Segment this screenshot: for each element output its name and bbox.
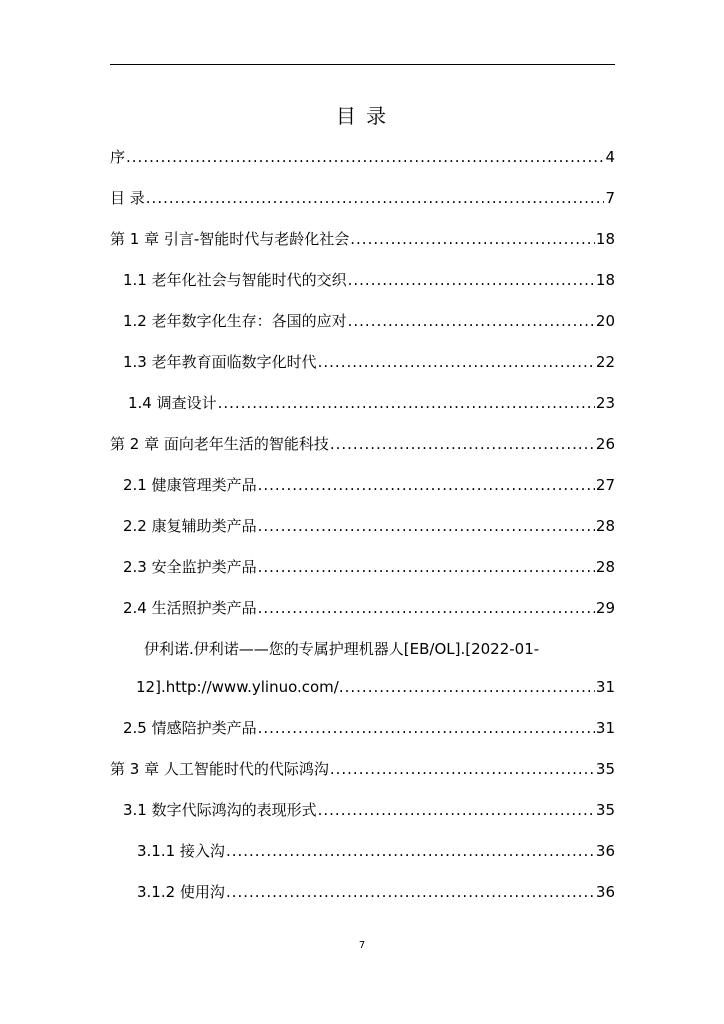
- leader-dots: [330, 432, 595, 456]
- leader-dots: [218, 391, 595, 415]
- toc-entry-page: 28: [595, 517, 615, 535]
- toc-entry-chapter-3[interactable]: [110, 757, 615, 781]
- toc-title: 目 录: [335, 104, 389, 128]
- toc-entry-label: 2.1 健康管理类产品: [123, 476, 257, 494]
- leader-dots: [330, 757, 595, 781]
- toc-entry-label: 3.1.1 接入沟: [137, 842, 225, 860]
- leader-dots: [258, 555, 595, 579]
- toc-entry-preface[interactable]: [110, 145, 615, 169]
- toc-entry-page: 35: [595, 801, 615, 819]
- leader-dots: [318, 798, 595, 822]
- toc-entry-chapter-2[interactable]: [110, 432, 615, 456]
- toc-entry-page: 18: [595, 230, 615, 248]
- toc-entry-page: 28: [595, 558, 615, 576]
- toc-entry-1-3[interactable]: [123, 350, 615, 374]
- leader-dots: [258, 473, 595, 497]
- page-number: 7: [358, 940, 366, 951]
- leader-dots: [258, 716, 595, 740]
- toc-entry-reference[interactable]: [136, 675, 615, 699]
- toc-entry-page: 31: [595, 719, 615, 737]
- toc-entry-2-2[interactable]: [123, 514, 615, 538]
- toc-entry-page: 35: [595, 760, 615, 778]
- toc-entry-label: 12].http://www.ylinuo.com/.: [136, 678, 344, 696]
- toc-entry-1-2[interactable]: [123, 309, 615, 333]
- toc-entry-page: 7: [605, 189, 615, 207]
- leader-dots: [226, 839, 595, 863]
- toc-entry-reference-line1[interactable]: 伊利诺.伊利诺——您的专属护理机器人[EB/OL].[2022-01-: [144, 640, 540, 658]
- toc-entry-page: 36: [595, 883, 615, 901]
- toc-entry-1-1[interactable]: [123, 268, 615, 292]
- leader-dots: [318, 350, 595, 374]
- toc-entry-page: 29: [595, 599, 615, 617]
- toc-entry-label: 1.3 老年教育面临数字化时代: [123, 353, 317, 371]
- toc-entry-label: 2.4 生活照护类产品: [123, 599, 257, 617]
- leader-dots: [146, 186, 605, 210]
- toc-entry-chapter-1[interactable]: [110, 227, 615, 251]
- toc-entry-label: 2.2 康复辅助类产品: [123, 517, 257, 535]
- leader-dots: [350, 227, 595, 251]
- toc-entry-contents[interactable]: [110, 186, 615, 210]
- toc-entry-2-3[interactable]: [123, 555, 615, 579]
- toc-entry-label: 3.1.2 使用沟: [137, 883, 225, 901]
- toc-entry-label: 1.2 老年数字化生存：各国的应对: [123, 312, 347, 330]
- leader-dots: [126, 145, 604, 169]
- toc-entry-label: 2.3 安全监护类产品: [123, 558, 257, 576]
- toc-entry-label: 1.4 调查设计: [128, 394, 217, 412]
- toc-entry-label: 第 1 章 引言-智能时代与老龄化社会: [110, 230, 350, 248]
- toc-entry-page: 23: [595, 394, 615, 412]
- toc-entry-page: 20: [595, 312, 615, 330]
- toc-entry-page: 26: [595, 435, 615, 453]
- leader-dots: [258, 514, 595, 538]
- leader-dots: [226, 880, 595, 904]
- leader-dots: [258, 596, 595, 620]
- toc-entry-label: 3.1 数字代际鸿沟的表现形式: [123, 801, 317, 819]
- toc-entry-label: 2.5 情感陪护类产品: [123, 719, 257, 737]
- toc-entry-label: 序: [110, 148, 126, 166]
- leader-dots: [345, 675, 595, 699]
- toc-entry-3-1-1[interactable]: [137, 839, 615, 863]
- toc-entry-3-1-2[interactable]: [137, 880, 615, 904]
- toc-entry-page: 27: [595, 476, 615, 494]
- toc-entry-3-1[interactable]: [123, 798, 615, 822]
- leader-dots: [348, 309, 595, 333]
- toc-entry-2-4[interactable]: [123, 596, 615, 620]
- toc-entry-label: 目 录: [110, 189, 145, 207]
- toc-entry-page: 31: [595, 678, 615, 696]
- toc-entry-label: 第 2 章 面向老年生活的智能科技: [110, 435, 329, 453]
- toc-entry-label: 第 3 章 人工智能时代的代际鸿沟: [110, 760, 329, 778]
- toc-entry-page: 36: [595, 842, 615, 860]
- header-rule: [110, 64, 615, 65]
- toc-entry-page: 22: [595, 353, 615, 371]
- toc-entry-page: 4: [605, 148, 615, 166]
- leader-dots: [348, 268, 595, 292]
- toc-entry-label: 1.1 老年化社会与智能时代的交织: [123, 271, 347, 289]
- toc-entry-2-5[interactable]: [123, 716, 615, 740]
- toc-entry-2-1[interactable]: [123, 473, 615, 497]
- toc-entry-1-4[interactable]: [128, 391, 615, 415]
- toc-entry-page: 18: [595, 271, 615, 289]
